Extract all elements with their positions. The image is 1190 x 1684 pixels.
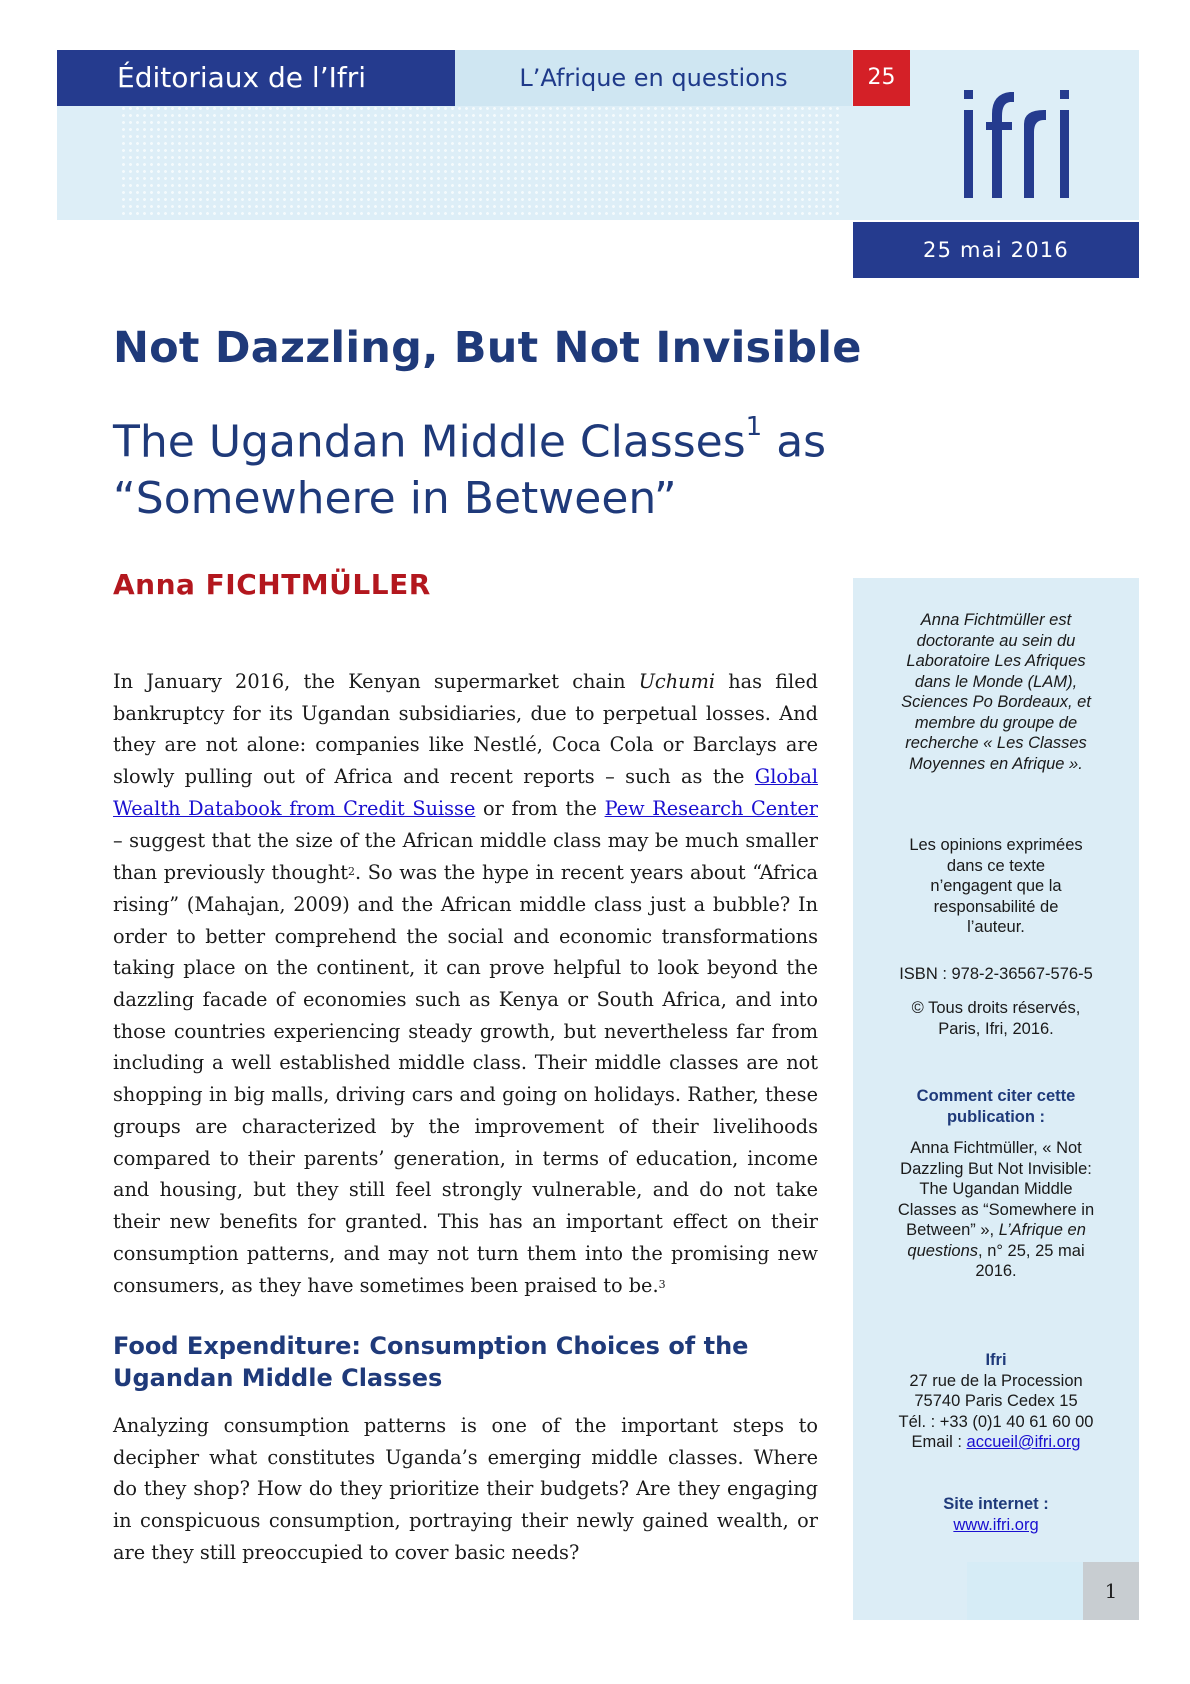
citation-heading: Comment citer cette publication : bbox=[916, 1087, 1076, 1126]
author-name: Anna FICHTMÜLLER bbox=[113, 568, 431, 601]
text-run: or from the bbox=[475, 796, 605, 820]
address-line1: 27 rue de la Procession bbox=[909, 1371, 1083, 1390]
copyright bbox=[853, 998, 1139, 1039]
address-line2: 75740 Paris Cedex 15 bbox=[914, 1392, 1078, 1410]
section-heading: Food Expenditure: Consumption Choices of the Ugandan Middle Classes bbox=[113, 1332, 749, 1392]
page-number: 1 bbox=[1083, 1562, 1139, 1620]
website-link[interactable]: www.ifri.org bbox=[953, 1515, 1039, 1534]
isbn: ISBN : 978-2-36567-576-5 bbox=[899, 965, 1093, 983]
company-name-italic: Uchumi bbox=[638, 670, 716, 693]
section-paragraph: Analyzing consumption patterns is one of the important steps to decipher what constitutes Uganda’s emerging middle classes. Where do they shop? How do they prioritize their budgets? Are they engaging in conspicuous consumption, portraying their newly gained wealth, or are they still preoccupied to cover basic needs? bbox=[113, 1414, 818, 1564]
text-run: In January 2016, the Kenyan supermarket chain bbox=[113, 670, 639, 693]
footnote-ref-3[interactable]: 3 bbox=[658, 1278, 666, 1292]
footnote-ref-2[interactable]: 2 bbox=[348, 865, 356, 879]
world-map-pattern bbox=[120, 105, 840, 217]
citation-part2: , n° 25, 25 mai 2016. bbox=[975, 1241, 1085, 1280]
email-link[interactable]: accueil@ifri.org bbox=[966, 1433, 1081, 1451]
text-run: – suggest that the size of the African middle class may be much smaller than previously thought bbox=[113, 828, 818, 885]
website-block bbox=[853, 1494, 1139, 1535]
text-run: . So was the hype in recent years about “Africa rising” (Mahajan, 2009) and the African middle class just a bubble? In order to better comprehend the social and economic transformations taking place on the continent, it can prove helpful to look beyond the dazzling facade of economies such as Kenya or South Africa, and into those countries experiencing steady growth, but nevertheless far from including a well established middle class. Their middle classes are not shopping in big malls, driving cars and going on holidays. Rather, these groups are characterized by the improvement of their livelihoods compared to their parents’ generation, in terms of education, income and housing, but they still feel strongly vulnerable, and do not take their new benefits for granted. This has an important effect on their consumption patterns, and may not turn them into the promising new consumers, as they have sometimes been praised to be. bbox=[113, 861, 818, 1298]
ifri-logo bbox=[960, 80, 1080, 210]
org-name: Ifri bbox=[985, 1351, 1007, 1369]
page-title: Not Dazzling, But Not Invisible bbox=[113, 323, 862, 373]
website-label: Site internet : bbox=[943, 1495, 1049, 1513]
text-run: has filed bankruptcy for its Ugandan subsidiaries, due to perpetual losses. And they are not alone: companies like Nestlé, Coca Cola or Barclays are slowly pulling out of Africa and recent reports – such as the bbox=[113, 670, 818, 789]
citation-text bbox=[853, 1138, 1139, 1282]
subtitle-part1: The Ugandan Middle Classes bbox=[113, 416, 746, 468]
link-pew-research[interactable]: Pew Research Center bbox=[604, 796, 818, 820]
copyright-line2: Paris, Ifri, 2016. bbox=[938, 1019, 1054, 1038]
author-bio: Anna Fichtmüller est doctorante au sein du Laboratoire Les Afriques dans le Monde (LAM), Sciences Po Bordeaux, et membre du groupe de recherche « Les Classes Moyennes en Afrique ». bbox=[901, 611, 1091, 773]
subtitle-line2: “Somewhere in Between” bbox=[113, 472, 677, 524]
publication-date: 25 mai 2016 bbox=[853, 222, 1139, 278]
series-title: Éditoriaux de l’Ifri bbox=[57, 50, 455, 106]
footnote-ref-1[interactable]: 1 bbox=[745, 412, 763, 442]
collection-title: L’Afrique en questions bbox=[455, 50, 852, 106]
page-subtitle bbox=[113, 405, 873, 527]
intro-paragraph bbox=[113, 666, 818, 1302]
phone: Tél. : +33 (0)1 40 61 60 00 bbox=[898, 1412, 1094, 1431]
issue-number: 25 bbox=[853, 50, 910, 106]
email-label: Email : bbox=[911, 1433, 967, 1451]
copyright-line1: © Tous droits réservés, bbox=[911, 999, 1081, 1017]
disclaimer: Les opinions exprimées dans ce texte n’engagent que la responsabilité de l’auteur. bbox=[909, 836, 1083, 936]
subtitle-part2: as bbox=[762, 416, 827, 468]
citation-series-italic: L’Afrique en questions bbox=[907, 1221, 1086, 1260]
link-credit-suisse[interactable]: Global Wealth Databook from Credit Suisse bbox=[113, 765, 818, 820]
contact-block bbox=[853, 1350, 1139, 1453]
citation-part1: Anna Fichtmüller, « Not Dazzling But Not Invisible: The Ugandan Middle Classes as “Somewhere in Between” », bbox=[897, 1139, 1095, 1239]
